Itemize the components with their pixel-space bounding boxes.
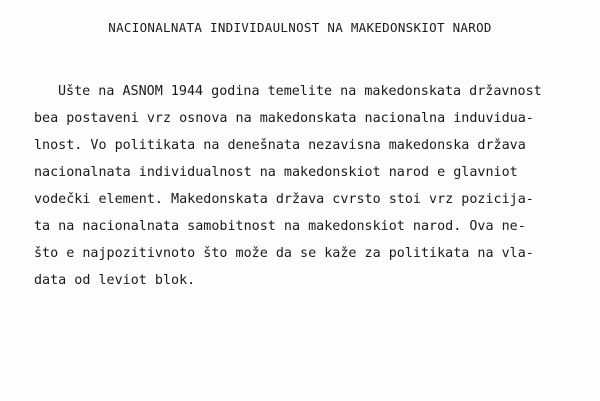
text-line: data od leviot blok. — [34, 273, 196, 288]
document-body — [34, 78, 594, 294]
text-line: što e najpozitivnoto što može da se kaže za politikata na vla- — [34, 246, 534, 261]
text-line: vodečki element. Makedonskata država cvrsto stoi vrz pozicija- — [34, 192, 534, 207]
text-line: lnost. Vo politikata na denešnata nezavisna makedonska država — [34, 138, 526, 153]
text-line: Ušte na ASNOM 1944 godina temelite na makedonskata državnost — [58, 84, 542, 99]
document-title: NACIONALNATA INDIVIDAULNOST NA MAKEDONSKIOT NAROD — [108, 20, 492, 35]
text-line: ta na nacionalnata samobitnost na makedonskiot narod. Ova ne- — [34, 219, 526, 234]
text-line: nacionalnata individualnost na makedonskiot narod e glavniot — [34, 165, 518, 180]
text-line: bea postaveni vrz osnova na makedonskata nacionalna induvidua- — [34, 111, 534, 126]
